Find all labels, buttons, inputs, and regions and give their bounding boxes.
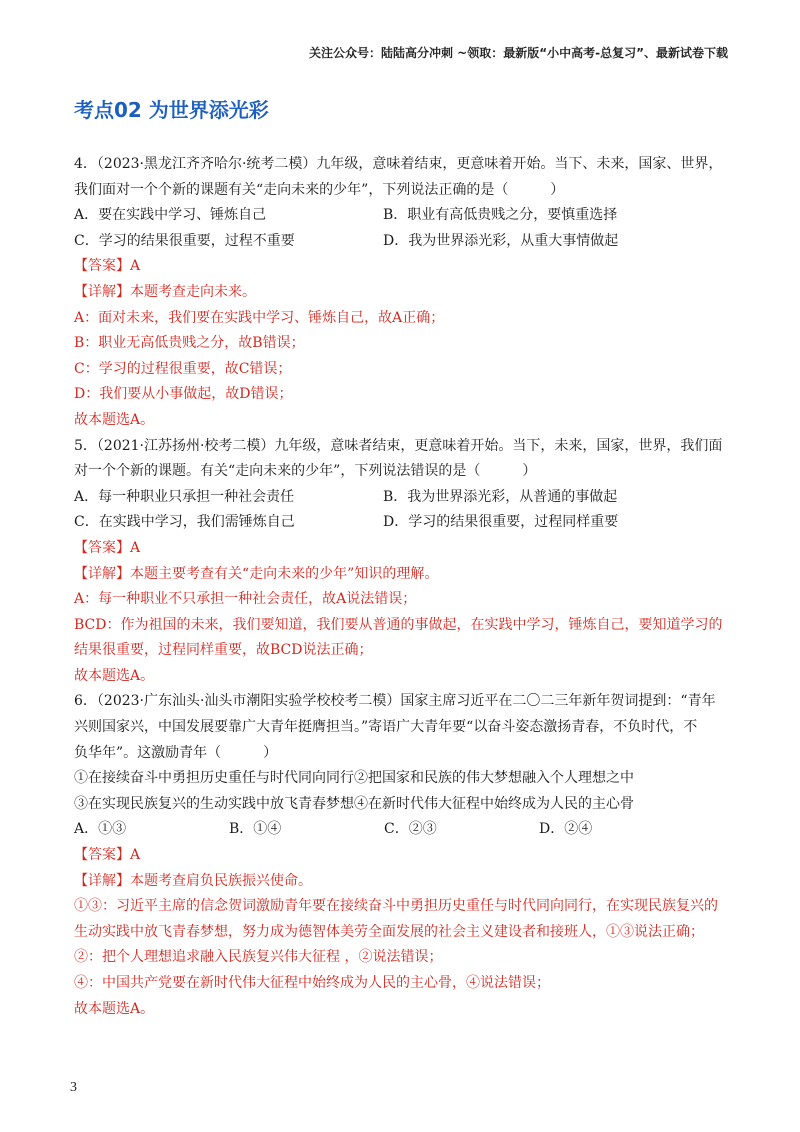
page-header: 关注公众号：陆陆高分冲刺 ~领取：最新版“小中高考-总复习”、最新试卷下载 bbox=[309, 46, 728, 60]
option-a: A．要在实践中学习、锤炼自己 bbox=[74, 207, 267, 224]
option-c: C．学习的结果很重要，过程不重要 bbox=[74, 232, 295, 249]
option-a: A．每一种职业只承担一种社会责任 bbox=[74, 488, 295, 505]
option-d: D．我为世界添光彩，从重大事情做起 bbox=[383, 232, 619, 249]
question-6 bbox=[74, 689, 730, 1022]
analysis-label: 【详解】本题考查肩负民族振兴使命。 bbox=[74, 872, 312, 889]
page-number: 3 bbox=[70, 1080, 77, 1095]
question-stem-line: ①在接续奋斗中勇担历史重任与时代同向同行②把国家和民族的伟大梦想融入个人理想之中 bbox=[74, 770, 634, 787]
question-stem-line: 兴则国家兴，中国发展要靠广大青年挺膺担当。”寄语广大青年要“以奋斗姿态激扬青春，不负时代，不 bbox=[74, 719, 698, 736]
final-answer: 故本题选A。 bbox=[74, 1000, 155, 1017]
question-stem-line: 4．（2023·黑龙江齐齐哈尔·统考二模）九年级，意味着结束，更意味着开始。当下、未来，国家、世界， bbox=[74, 156, 723, 172]
explanation-line: C：学习的过程很重要，故C错误； bbox=[74, 360, 292, 377]
question-stem-line: 5．（2021·江苏扬州·校考二模）九年级，意味者结束，更意味着开始。当下，未来，国家，世界，我们面 bbox=[74, 437, 723, 454]
explanation-line: B：职业无高低贵贱之分，故B错误； bbox=[74, 335, 305, 352]
question-stem-line: 6．（2023·广东汕头·汕头市潮阳实验学校校考二模）国家主席习近平在二〇二三年新年贺词提到：“青年 bbox=[74, 693, 716, 710]
explanation-line: ①③：习近平主席的信念贺词激励青年要在接续奋斗中勇担历史重任与时代同向同行，在实现民族复兴的 bbox=[74, 898, 718, 915]
answer-label: 【答案】A bbox=[74, 539, 141, 556]
options-row bbox=[74, 203, 730, 229]
section-title: 考点02 为世界添光彩 bbox=[74, 98, 269, 122]
explanation-line: 生动实践中放飞青春梦想，努力成为德智体美劳全面发展的社会主义建设者和接班人，①③说法正确； bbox=[74, 923, 704, 940]
explanation-line: A：每一种职业不只承担一种社会责任，故A说法错误； bbox=[74, 591, 417, 608]
final-answer: 故本题选A。 bbox=[74, 667, 155, 684]
question-stem-line: 负华年”。这激励青年（ ） bbox=[74, 744, 278, 761]
options-row bbox=[74, 485, 730, 511]
option-a: A．①③ bbox=[74, 821, 127, 838]
explanation-line: 结果很重要，过程同样重要，故BCD说法正确； bbox=[74, 642, 373, 659]
options-row bbox=[74, 817, 730, 843]
question-stem-line: ③在实现民族复兴的生动实践中放飞青春梦想④在新时代伟大征程中始终成为人民的主心骨 bbox=[74, 795, 634, 812]
answer-label: 【答案】A bbox=[74, 847, 141, 864]
analysis-label: 【详解】本题主要考查有关“走向未来的少年”知识的理解。 bbox=[74, 565, 439, 582]
option-d: D．②④ bbox=[539, 821, 593, 838]
options-row bbox=[74, 510, 730, 536]
option-c: C．②③ bbox=[384, 821, 437, 838]
option-b: B．①④ bbox=[229, 821, 282, 838]
options-row bbox=[74, 229, 730, 255]
question-4 bbox=[74, 152, 730, 434]
final-answer: 故本题选A。 bbox=[74, 411, 155, 428]
option-d: D．学习的结果很重要，过程同样重要 bbox=[383, 514, 619, 531]
analysis-label: 【详解】本题考查走向未来。 bbox=[74, 283, 256, 300]
question-stem-line: 对一个个新的课题。有关“走向未来的少年”，下列说法错误的是（ ） bbox=[74, 463, 537, 480]
explanation-line: ②：把个人理想追求融入民族复兴伟大征程 ，②说法错误； bbox=[74, 949, 443, 966]
explanation-line: A：面对未来，我们要在实践中学习、锤炼自己，故A正确； bbox=[74, 309, 445, 326]
option-b: B．我为世界添光彩，从普通的事做起 bbox=[383, 488, 618, 505]
option-b: B．职业有高低贵贱之分，要慎重选择 bbox=[383, 207, 618, 224]
question-stem-line: 我们面对一个个新的课题有关“走向未来的少年”，下列说法正确的是（ ） bbox=[74, 181, 565, 198]
option-c: C．在实践中学习，我们需锤炼自己 bbox=[74, 514, 295, 531]
explanation-line: ④：中国共产党要在新时代伟大征程中始终成为人民的主心骨，④说法错误； bbox=[74, 975, 550, 991]
explanation-line: BCD：作为祖国的未来，我们要知道，我们要从普通的事做起，在实践中学习，锤炼自己，要知道学习的 bbox=[74, 616, 723, 633]
page-content bbox=[74, 152, 730, 1022]
answer-label: 【答案】A bbox=[74, 258, 141, 275]
question-5 bbox=[74, 434, 730, 690]
explanation-line: D：我们要从小事做起，故D错误； bbox=[74, 386, 293, 403]
